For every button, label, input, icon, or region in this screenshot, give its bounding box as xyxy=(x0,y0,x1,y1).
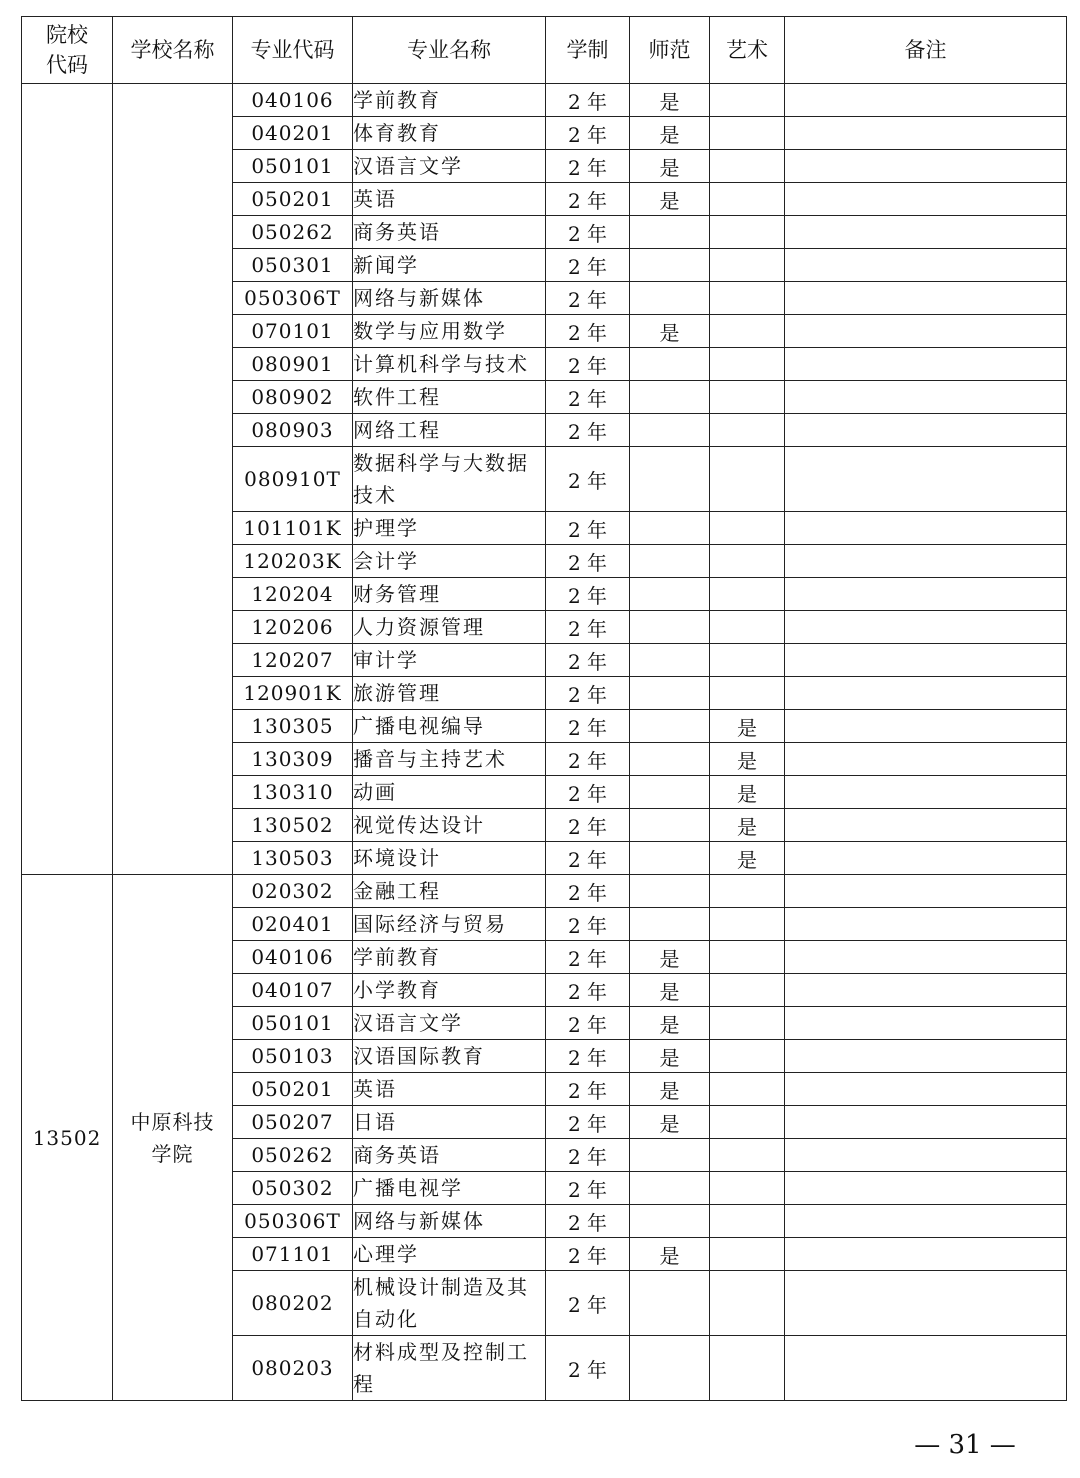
normal-flag-cell: 是 xyxy=(630,1238,710,1271)
art-flag-cell xyxy=(710,578,785,611)
remarks-cell xyxy=(785,545,1067,578)
art-flag-cell xyxy=(710,677,785,710)
art-flag-cell xyxy=(710,941,785,974)
remarks-cell xyxy=(785,875,1067,908)
header-duration: 学制 xyxy=(546,17,630,84)
art-flag-cell xyxy=(710,84,785,117)
major-code-cell: 050301 xyxy=(233,249,353,282)
major-code-cell: 050201 xyxy=(233,183,353,216)
art-flag-cell xyxy=(710,1040,785,1073)
major-name-cell: 材料成型及控制工程 xyxy=(353,1336,546,1401)
major-code-cell: 020302 xyxy=(233,875,353,908)
remarks-cell xyxy=(785,1205,1067,1238)
major-name-cell: 体育教育 xyxy=(353,117,546,150)
duration-cell: 2 年 xyxy=(546,743,630,776)
major-name-cell: 汉语国际教育 xyxy=(353,1040,546,1073)
normal-flag-cell xyxy=(630,447,710,512)
major-name-cell: 播音与主持艺术 xyxy=(353,743,546,776)
art-flag-cell xyxy=(710,117,785,150)
normal-flag-cell: 是 xyxy=(630,183,710,216)
major-name-cell: 汉语言文学 xyxy=(353,150,546,183)
remarks-cell xyxy=(785,249,1067,282)
major-name-cell: 金融工程 xyxy=(353,875,546,908)
normal-flag-cell xyxy=(630,512,710,545)
art-flag-cell xyxy=(710,150,785,183)
major-code-cell: 050101 xyxy=(233,150,353,183)
normal-flag-cell xyxy=(630,381,710,414)
major-name-cell: 机械设计制造及其自动化 xyxy=(353,1271,546,1336)
art-flag-cell xyxy=(710,974,785,1007)
major-name-cell: 网络与新媒体 xyxy=(353,1205,546,1238)
duration-cell: 2 年 xyxy=(546,512,630,545)
remarks-cell xyxy=(785,1336,1067,1401)
major-name-cell: 审计学 xyxy=(353,644,546,677)
normal-flag-cell xyxy=(630,249,710,282)
duration-cell: 2 年 xyxy=(546,150,630,183)
table-row xyxy=(22,875,1067,908)
normal-flag-cell xyxy=(630,1336,710,1401)
normal-flag-cell xyxy=(630,743,710,776)
school-code-cell: 13502 xyxy=(22,875,113,1401)
table-row xyxy=(22,84,1067,117)
art-flag-cell xyxy=(710,545,785,578)
duration-cell: 2 年 xyxy=(546,1172,630,1205)
duration-cell: 2 年 xyxy=(546,908,630,941)
normal-flag-cell xyxy=(630,875,710,908)
duration-cell: 2 年 xyxy=(546,776,630,809)
duration-cell: 2 年 xyxy=(546,941,630,974)
header-row xyxy=(22,17,1067,84)
major-name-cell: 动画 xyxy=(353,776,546,809)
header-major-code: 专业代码 xyxy=(233,17,353,84)
major-code-cell: 070101 xyxy=(233,315,353,348)
major-name-cell: 新闻学 xyxy=(353,249,546,282)
duration-cell: 2 年 xyxy=(546,1139,630,1172)
remarks-cell xyxy=(785,776,1067,809)
normal-flag-cell: 是 xyxy=(630,1073,710,1106)
major-code-cell: 120206 xyxy=(233,611,353,644)
normal-flag-cell: 是 xyxy=(630,1040,710,1073)
art-flag-cell xyxy=(710,644,785,677)
normal-flag-cell xyxy=(630,611,710,644)
normal-flag-cell xyxy=(630,842,710,875)
duration-cell: 2 年 xyxy=(546,1271,630,1336)
major-code-cell: 020401 xyxy=(233,908,353,941)
remarks-cell xyxy=(785,941,1067,974)
duration-cell: 2 年 xyxy=(546,282,630,315)
duration-cell: 2 年 xyxy=(546,578,630,611)
major-code-cell: 040107 xyxy=(233,974,353,1007)
art-flag-cell xyxy=(710,381,785,414)
major-name-cell: 旅游管理 xyxy=(353,677,546,710)
duration-cell: 2 年 xyxy=(546,216,630,249)
duration-cell: 2 年 xyxy=(546,1040,630,1073)
major-name-cell: 英语 xyxy=(353,183,546,216)
remarks-cell xyxy=(785,1073,1067,1106)
normal-flag-cell xyxy=(630,776,710,809)
remarks-cell xyxy=(785,677,1067,710)
remarks-cell xyxy=(785,1271,1067,1336)
remarks-cell xyxy=(785,1007,1067,1040)
normal-flag-cell xyxy=(630,677,710,710)
major-code-cell: 120901K xyxy=(233,677,353,710)
major-code-cell: 080203 xyxy=(233,1336,353,1401)
remarks-cell xyxy=(785,150,1067,183)
art-flag-cell xyxy=(710,1271,785,1336)
major-code-cell: 040106 xyxy=(233,941,353,974)
remarks-cell xyxy=(785,84,1067,117)
duration-cell: 2 年 xyxy=(546,1238,630,1271)
major-code-cell: 040201 xyxy=(233,117,353,150)
remarks-cell xyxy=(785,512,1067,545)
remarks-cell xyxy=(785,1106,1067,1139)
duration-cell: 2 年 xyxy=(546,249,630,282)
table-body xyxy=(22,84,1067,1401)
major-code-cell: 050101 xyxy=(233,1007,353,1040)
header-major-name: 专业名称 xyxy=(353,17,546,84)
major-code-cell: 050262 xyxy=(233,216,353,249)
header-normal: 师范 xyxy=(630,17,710,84)
normal-flag-cell xyxy=(630,545,710,578)
major-name-cell: 护理学 xyxy=(353,512,546,545)
normal-flag-cell: 是 xyxy=(630,941,710,974)
duration-cell: 2 年 xyxy=(546,381,630,414)
duration-cell: 2 年 xyxy=(546,315,630,348)
art-flag-cell xyxy=(710,447,785,512)
major-name-cell: 软件工程 xyxy=(353,381,546,414)
page-number: — 31 — xyxy=(914,1430,1016,1460)
remarks-cell xyxy=(785,578,1067,611)
duration-cell: 2 年 xyxy=(546,1336,630,1401)
remarks-cell xyxy=(785,908,1067,941)
remarks-cell xyxy=(785,348,1067,381)
art-flag-cell xyxy=(710,875,785,908)
duration-cell: 2 年 xyxy=(546,611,630,644)
duration-cell: 2 年 xyxy=(546,809,630,842)
major-name-cell: 网络与新媒体 xyxy=(353,282,546,315)
major-code-cell: 080902 xyxy=(233,381,353,414)
normal-flag-cell: 是 xyxy=(630,1007,710,1040)
duration-cell: 2 年 xyxy=(546,1106,630,1139)
normal-flag-cell: 是 xyxy=(630,315,710,348)
normal-flag-cell xyxy=(630,809,710,842)
major-code-cell: 071101 xyxy=(233,1238,353,1271)
normal-flag-cell xyxy=(630,282,710,315)
art-flag-cell xyxy=(710,1205,785,1238)
header-art: 艺术 xyxy=(710,17,785,84)
major-code-cell: 080901 xyxy=(233,348,353,381)
major-name-cell: 学前教育 xyxy=(353,941,546,974)
normal-flag-cell: 是 xyxy=(630,974,710,1007)
art-flag-cell xyxy=(710,414,785,447)
remarks-cell xyxy=(785,743,1067,776)
major-name-cell: 视觉传达设计 xyxy=(353,809,546,842)
duration-cell: 2 年 xyxy=(546,117,630,150)
duration-cell: 2 年 xyxy=(546,1073,630,1106)
normal-flag-cell xyxy=(630,414,710,447)
major-name-cell: 国际经济与贸易 xyxy=(353,908,546,941)
header-school-name: 学校名称 xyxy=(113,17,233,84)
duration-cell: 2 年 xyxy=(546,183,630,216)
duration-cell: 2 年 xyxy=(546,974,630,1007)
school-code-cell xyxy=(22,84,113,875)
normal-flag-cell xyxy=(630,644,710,677)
normal-flag-cell xyxy=(630,710,710,743)
major-code-cell: 120207 xyxy=(233,644,353,677)
normal-flag-cell xyxy=(630,216,710,249)
art-flag-cell xyxy=(710,249,785,282)
duration-cell: 2 年 xyxy=(546,414,630,447)
normal-flag-cell xyxy=(630,1172,710,1205)
major-code-cell: 080910T xyxy=(233,447,353,512)
duration-cell: 2 年 xyxy=(546,875,630,908)
remarks-cell xyxy=(785,282,1067,315)
remarks-cell xyxy=(785,974,1067,1007)
normal-flag-cell xyxy=(630,1139,710,1172)
major-code-cell: 040106 xyxy=(233,84,353,117)
art-flag-cell xyxy=(710,1238,785,1271)
art-flag-cell: 是 xyxy=(710,842,785,875)
major-code-cell: 120204 xyxy=(233,578,353,611)
major-name-cell: 日语 xyxy=(353,1106,546,1139)
major-name-cell: 网络工程 xyxy=(353,414,546,447)
art-flag-cell xyxy=(710,348,785,381)
major-name-cell: 计算机科学与技术 xyxy=(353,348,546,381)
major-code-cell: 080903 xyxy=(233,414,353,447)
normal-flag-cell xyxy=(630,1205,710,1238)
remarks-cell xyxy=(785,183,1067,216)
major-code-cell: 050207 xyxy=(233,1106,353,1139)
art-flag-cell xyxy=(710,1073,785,1106)
art-flag-cell xyxy=(710,216,785,249)
major-name-cell: 数据科学与大数据技术 xyxy=(353,447,546,512)
major-name-cell: 心理学 xyxy=(353,1238,546,1271)
major-code-cell: 130305 xyxy=(233,710,353,743)
major-name-cell: 小学教育 xyxy=(353,974,546,1007)
normal-flag-cell: 是 xyxy=(630,150,710,183)
duration-cell: 2 年 xyxy=(546,644,630,677)
major-name-cell: 会计学 xyxy=(353,545,546,578)
major-name-cell: 数学与应用数学 xyxy=(353,315,546,348)
duration-cell: 2 年 xyxy=(546,710,630,743)
normal-flag-cell xyxy=(630,908,710,941)
art-flag-cell xyxy=(710,282,785,315)
art-flag-cell: 是 xyxy=(710,743,785,776)
remarks-cell xyxy=(785,644,1067,677)
major-name-cell: 汉语言文学 xyxy=(353,1007,546,1040)
major-code-cell: 130503 xyxy=(233,842,353,875)
major-code-cell: 120203K xyxy=(233,545,353,578)
duration-cell: 2 年 xyxy=(546,1205,630,1238)
remarks-cell xyxy=(785,381,1067,414)
major-name-cell: 广播电视编导 xyxy=(353,710,546,743)
major-code-cell: 130309 xyxy=(233,743,353,776)
duration-cell: 2 年 xyxy=(546,1007,630,1040)
major-code-cell: 050201 xyxy=(233,1073,353,1106)
art-flag-cell: 是 xyxy=(710,809,785,842)
major-name-cell: 学前教育 xyxy=(353,84,546,117)
remarks-cell xyxy=(785,1238,1067,1271)
remarks-cell xyxy=(785,611,1067,644)
remarks-cell xyxy=(785,1172,1067,1205)
normal-flag-cell xyxy=(630,348,710,381)
major-name-cell: 财务管理 xyxy=(353,578,546,611)
art-flag-cell xyxy=(710,1106,785,1139)
major-code-cell: 101101K xyxy=(233,512,353,545)
art-flag-cell xyxy=(710,1336,785,1401)
art-flag-cell xyxy=(710,1007,785,1040)
header-remarks: 备注 xyxy=(785,17,1067,84)
art-flag-cell xyxy=(710,512,785,545)
major-name-cell: 环境设计 xyxy=(353,842,546,875)
art-flag-cell xyxy=(710,611,785,644)
normal-flag-cell: 是 xyxy=(630,117,710,150)
major-code-cell: 130310 xyxy=(233,776,353,809)
majors-table xyxy=(21,16,1067,1401)
school-name-cell: 中原科技 学院 xyxy=(113,875,233,1401)
remarks-cell xyxy=(785,1040,1067,1073)
art-flag-cell xyxy=(710,315,785,348)
major-code-cell: 050262 xyxy=(233,1139,353,1172)
remarks-cell xyxy=(785,447,1067,512)
remarks-cell xyxy=(785,710,1067,743)
major-code-cell: 130502 xyxy=(233,809,353,842)
remarks-cell xyxy=(785,117,1067,150)
duration-cell: 2 年 xyxy=(546,545,630,578)
remarks-cell xyxy=(785,809,1067,842)
art-flag-cell: 是 xyxy=(710,710,785,743)
remarks-cell xyxy=(785,842,1067,875)
normal-flag-cell xyxy=(630,1271,710,1336)
major-code-cell: 050302 xyxy=(233,1172,353,1205)
major-name-cell: 英语 xyxy=(353,1073,546,1106)
remarks-cell xyxy=(785,1139,1067,1172)
normal-flag-cell: 是 xyxy=(630,84,710,117)
remarks-cell xyxy=(785,216,1067,249)
duration-cell: 2 年 xyxy=(546,677,630,710)
art-flag-cell xyxy=(710,908,785,941)
header-school-code: 院校 代码 xyxy=(22,17,113,84)
art-flag-cell xyxy=(710,1172,785,1205)
normal-flag-cell xyxy=(630,578,710,611)
school-name-cell xyxy=(113,84,233,875)
art-flag-cell: 是 xyxy=(710,776,785,809)
duration-cell: 2 年 xyxy=(546,84,630,117)
duration-cell: 2 年 xyxy=(546,348,630,381)
duration-cell: 2 年 xyxy=(546,447,630,512)
major-code-cell: 050306T xyxy=(233,1205,353,1238)
art-flag-cell xyxy=(710,1139,785,1172)
major-name-cell: 商务英语 xyxy=(353,1139,546,1172)
normal-flag-cell: 是 xyxy=(630,1106,710,1139)
art-flag-cell xyxy=(710,183,785,216)
major-name-cell: 人力资源管理 xyxy=(353,611,546,644)
major-name-cell: 广播电视学 xyxy=(353,1172,546,1205)
remarks-cell xyxy=(785,414,1067,447)
duration-cell: 2 年 xyxy=(546,842,630,875)
remarks-cell xyxy=(785,315,1067,348)
major-code-cell: 050103 xyxy=(233,1040,353,1073)
major-code-cell: 050306T xyxy=(233,282,353,315)
major-code-cell: 080202 xyxy=(233,1271,353,1336)
major-name-cell: 商务英语 xyxy=(353,216,546,249)
